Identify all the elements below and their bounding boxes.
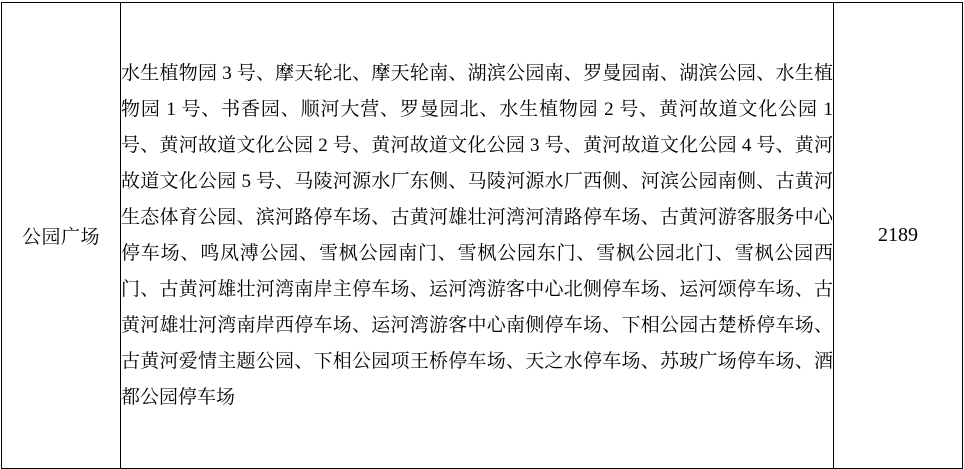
items-text: 水生植物园 3 号、摩天轮北、摩天轮南、湖滨公园南、罗曼园南、湖滨公园、水生植物园 1 号、书香园、顺河大营、罗曼园北、水生植物园 2 号、黄河故道文化公园 1 号、黄河故道文化公园 2 号、黄河故道文化公园 3 号、黄河故道文化公园 4 号、黄河故道文化公园 5 号、马陵河源水厂东侧、马陵河源水厂西侧、河滨公园南侧、古黄河生态体育公园、滨河路停车场、古黄河雄壮河湾河清路停车场、古黄河游客服务中心停车场、鸣凤溥公园、雪枫公园南门、雪枫公园东门、雪枫公园北门、雪枫公园西门、古黄河雄壮河湾南岸主停车场、运河湾游客中心北侧停车场、运河颂停车场、古黄河雄壮河湾南岸西停车场、运河湾游客中心南侧停车场、下相公园古楚桥停车场、古黄河爱情主题公园、下相公园项王桥停车场、天之水停车场、苏玻广场停车场、酒都公园停车场 — [121, 62, 833, 408]
category-cell: 公园广场 — [2, 3, 121, 469]
items-cell — [121, 3, 834, 469]
parking-category-table — [1, 2, 963, 469]
table-row — [2, 3, 963, 469]
count-cell: 2189 — [834, 3, 963, 469]
